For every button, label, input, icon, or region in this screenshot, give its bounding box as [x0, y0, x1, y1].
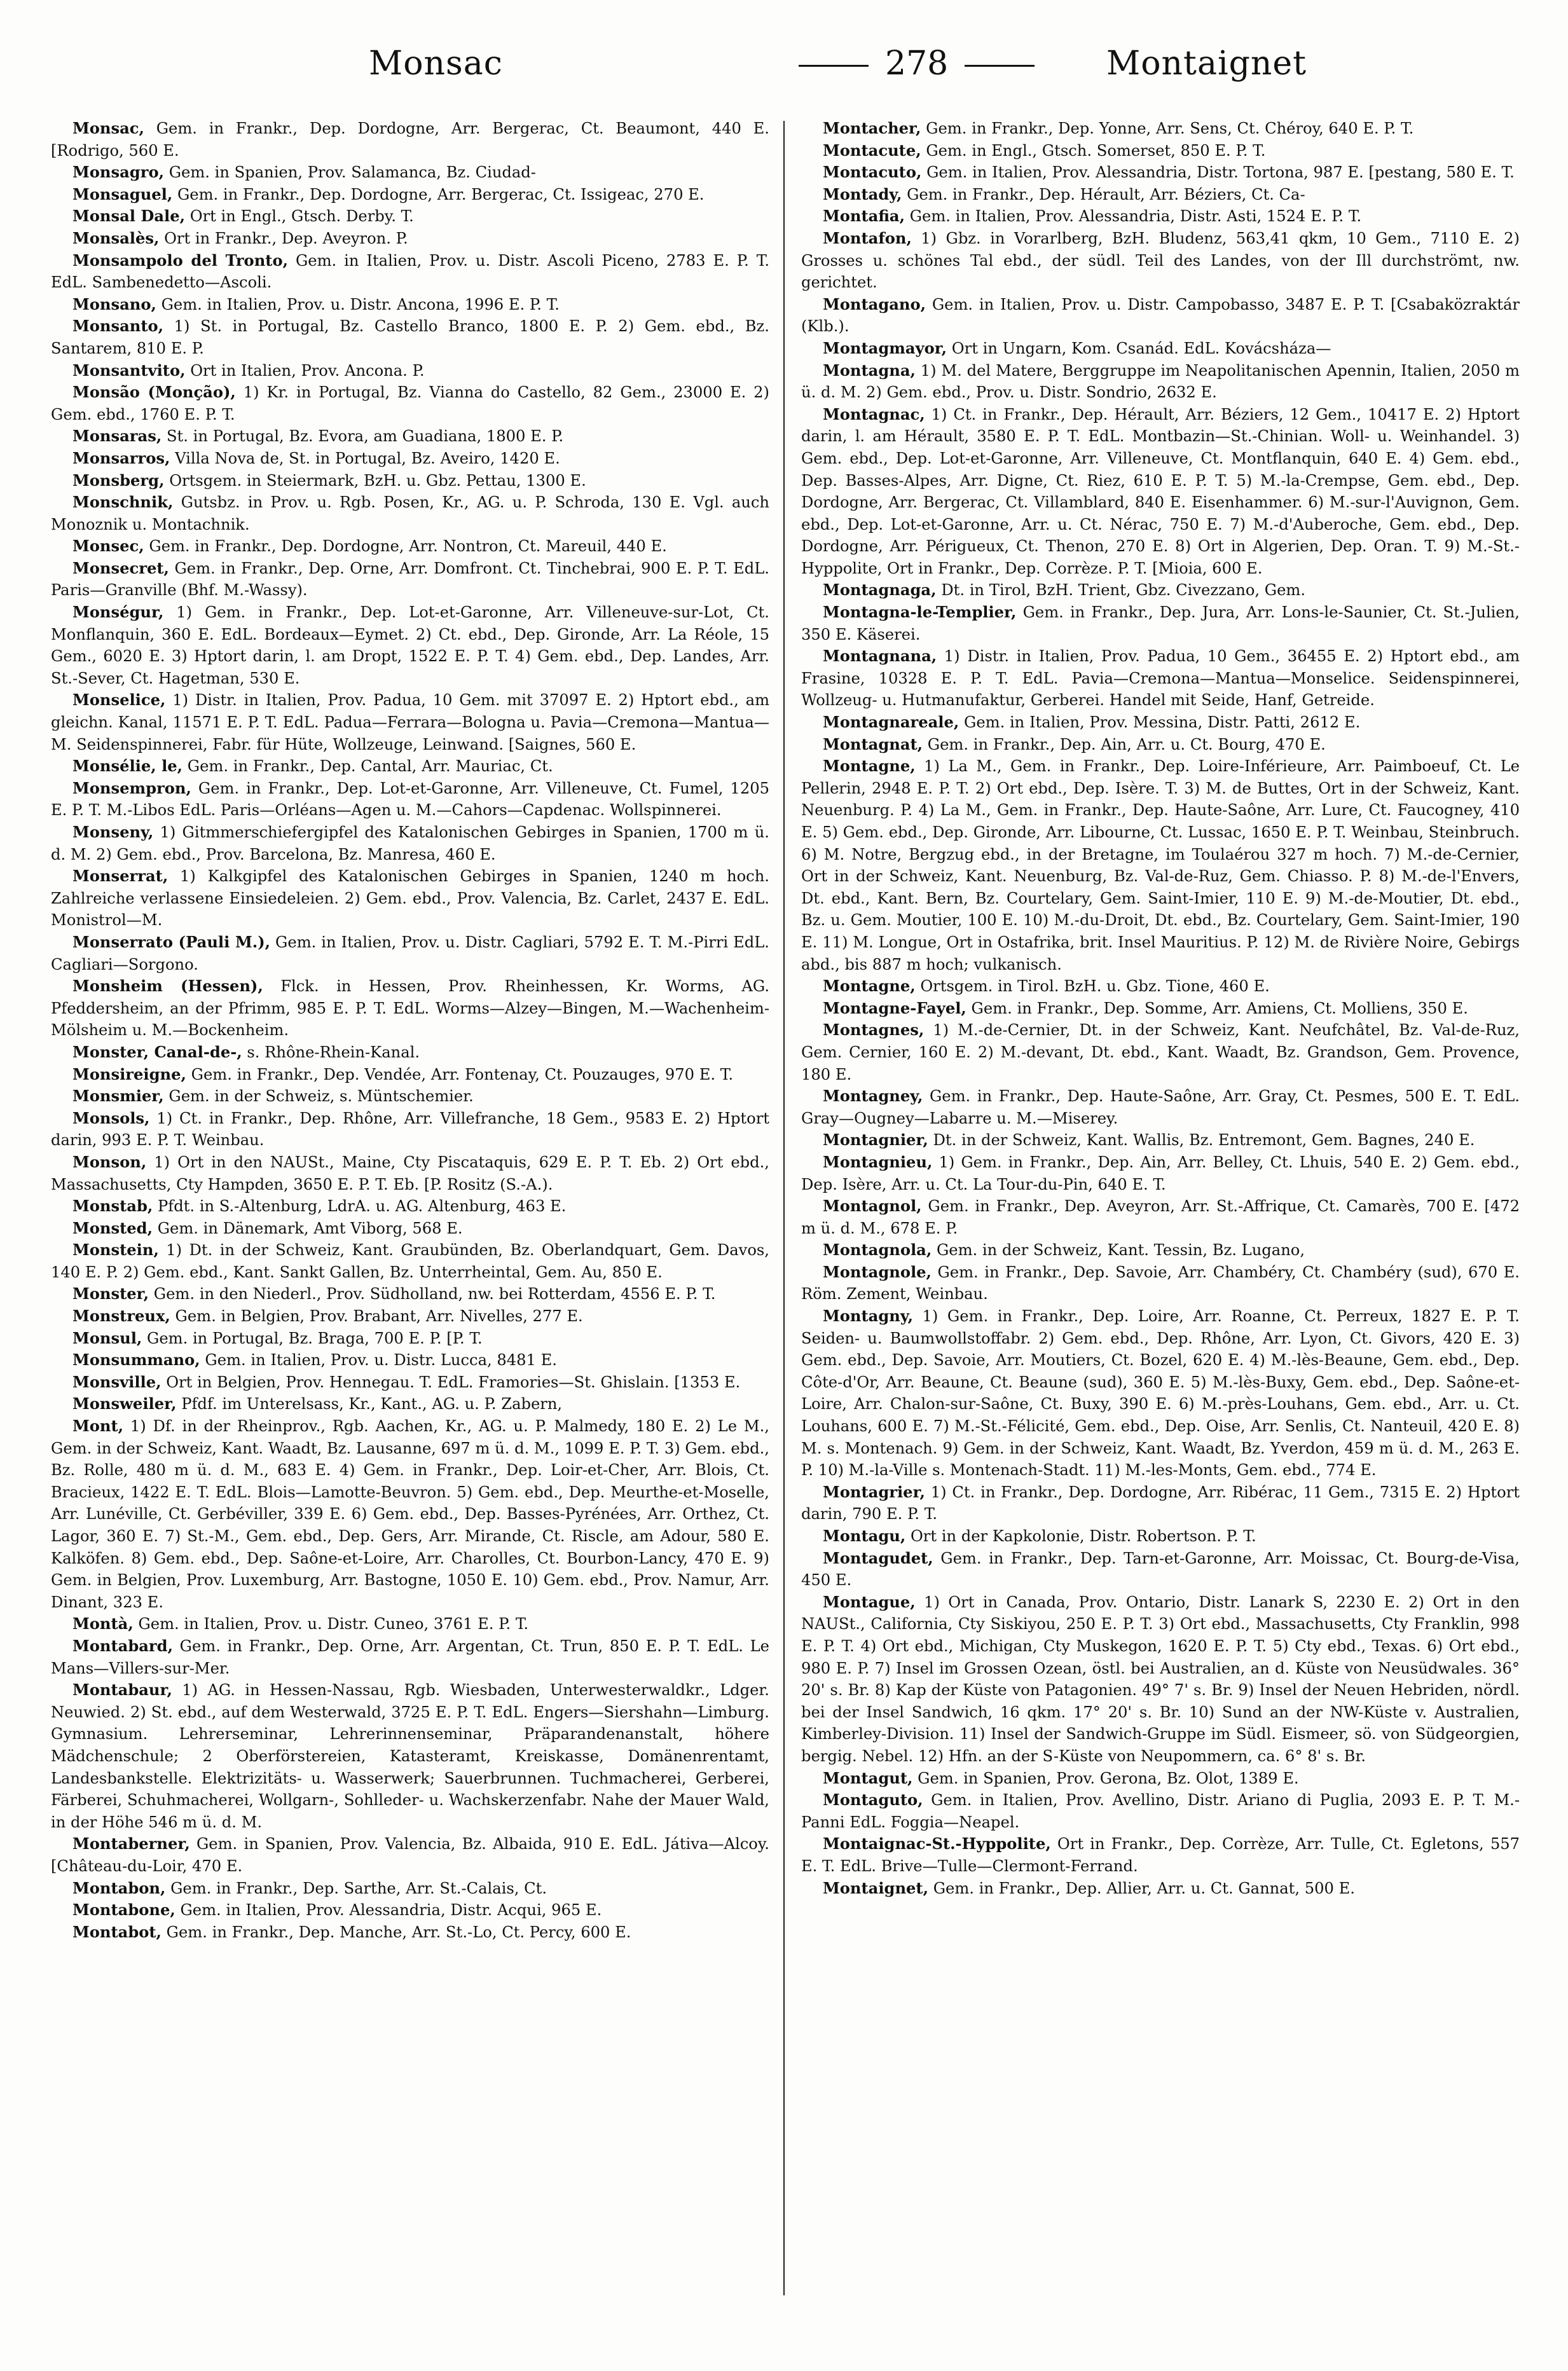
entry-headword: Monselice, [72, 691, 166, 710]
dictionary-entry [801, 1789, 1520, 1833]
entry-text: Gem. in Frankr., Dep. Savoie, Arr. Chambéry, Ct. Chambéry (sud), 670 E. Röm. Zement, Weinbau. [801, 1263, 1520, 1303]
dictionary-entry [51, 1635, 769, 1679]
entry-text: Gem. in Portugal, Bz. Braga, 700 E. P. [P. T. [142, 1329, 483, 1347]
header-first-keyword: Monsac [369, 45, 503, 83]
dictionary-entry [51, 425, 769, 448]
entry-headword: Monsão (Monção), [72, 383, 236, 402]
entry-text: Gem. in Frankr., Dep. Manche, Arr. St.-Lo, Ct. Percy, 600 E. [161, 1923, 631, 1941]
dictionary-entry [51, 315, 769, 359]
dictionary-entry [801, 1591, 1520, 1768]
dictionary-entry [51, 535, 769, 558]
dictionary-entry [51, 491, 769, 535]
entry-text: Gem. in Frankr., Dep. Dordogne, Arr. Bergerac, Ct. Beaumont, 440 E. [Rodrigo, 560 E. [51, 120, 769, 160]
entry-headword: Montagnieu, [823, 1152, 933, 1171]
entry-text: 1) Dt. in der Schweiz, Kant. Graubünden, Bz. Oberlandquart, Gem. Davos, 140 E. P. 2) Gem. ebd., Kant. Sankt Gallen, Bz. Unterrheintal, Gem. Au, 850 E. [51, 1241, 769, 1281]
dictionary-entry [51, 1195, 769, 1218]
entry-text: Ort in Ungarn, Kom. Csanád. EdL. Kovácsháza— [947, 339, 1331, 357]
entry-text: Ort in der Kapkolonie, Distr. Robertson. P. T. [905, 1527, 1256, 1545]
dictionary-entry [51, 689, 769, 755]
entry-headword: Monsanto, [72, 317, 164, 336]
dictionary-entry [51, 360, 769, 382]
dictionary-entry [51, 778, 769, 821]
dictionary-entry [51, 1921, 769, 1944]
entry-headword: Monsummano, [72, 1350, 200, 1370]
dictionary-entry [51, 1613, 769, 1635]
entry-text: 1) Kalkgipfel des Katalonischen Gebirges in Spanien, 1240 m hoch. Zahlreiche verlassene Einsiedeleien. 2) Gem. ebd., Prov. Valencia, Bz. Carlet, 2437 E. EdL. Monistrol—M. [51, 867, 769, 930]
entry-headword: Montagnana, [823, 647, 937, 666]
entry-text: Gem. in Frankr., Dep. Jura, Arr. Lons-le-Saunier, Ct. St.-Julien, 350 E. Käserei. [801, 603, 1520, 643]
entry-text: Gem. in Italien, Prov. u. Distr. Lucca, 8481 E. [200, 1351, 557, 1370]
entry-text: Gem. in Frankr., Dep. Cantal, Arr. Mauriac, Ct. [182, 757, 553, 776]
dictionary-entry [51, 558, 769, 601]
entry-headword: Montagny, [823, 1307, 913, 1326]
entry-text: 1) AG. in Hessen-Nassau, Rgb. Wiesbaden, Unterwesterwaldkr., Ldger. Neuwied. 2) St. ebd., auf dem Westerwald, 3725 E. P. T. EdL. Engers—Siershahn—Limburg. Gymnasium. Lehrerseminar, Lehrerinnenseminar, Präparandenanstalt, höhere Mädchenschule; 2 Oberförstereien, Katasteramt, Kreiskasse, Domänenrentamt, Landesbankstelle. Elektrizitäts- u. Wasserwerk; Sauerbrunnen. Tuchmacherei, Gerberei, Färberei, Schuhmacherei, Wollgarn-, Sohlleder- u. Wachskerzenfabr. Nahe der Mauer Wald, in der Höhe 546 m ü. d. M. [51, 1681, 769, 1831]
entry-text: Gem. in Frankr., Dep. Somme, Arr. Amiens, Ct. Molliens, 350 E. [966, 999, 1468, 1017]
dictionary-entry [51, 184, 769, 206]
dictionary-entry [51, 1415, 769, 1613]
entry-text: Gem. in den Niederl., Prov. Südholland, nw. bei Rotterdam, 4556 E. P. T. [149, 1285, 716, 1303]
entry-headword: Montà, [72, 1614, 134, 1633]
entry-headword: Monsac, [72, 119, 144, 137]
entry-headword: Montagna-le-Templier, [823, 603, 1017, 622]
entry-text: 1) Ct. in Frankr., Dep. Rhône, Arr. Villefranche, 18 Gem., 9583 E. 2) Hptort darin, 993 E. P. T. Weinbau. [51, 1109, 769, 1150]
entry-headword: Montagney, [823, 1087, 923, 1106]
entry-text: 1) Gitmmerschiefergipfel des Katalonischen Gebirges in Spanien, 1700 m ü. d. M. 2) Gem. ebd., Prov. Barcelona, Bz. Manresa, 460 E. [51, 823, 769, 863]
entry-text: 1) Ct. in Frankr., Dep. Dordogne, Arr. Ribérac, 11 Gem., 7315 E. 2) Hptort darin, 790 E. P. T. [801, 1483, 1520, 1523]
entry-headword: Montagudet, [823, 1548, 933, 1567]
dictionary-entry [801, 1548, 1520, 1591]
dictionary-entry [801, 360, 1520, 404]
entry-headword: Montady, [823, 184, 902, 203]
dictionary-entry [801, 601, 1520, 645]
entry-headword: Montagnaga, [823, 581, 937, 600]
entry-headword: Mont, [72, 1417, 124, 1436]
dictionary-entry [51, 470, 769, 492]
entry-headword: Monster, [72, 1284, 149, 1303]
header-last-keyword: Montaignet [1106, 45, 1307, 83]
entry-headword: Monsempron, [72, 778, 191, 797]
dictionary-entry [51, 162, 769, 184]
entry-text: Gem. in Italien, Prov. Messina, Distr. Patti, 2612 E. [959, 713, 1361, 732]
dictionary-entry [801, 734, 1520, 756]
entry-text: 1) St. in Portugal, Bz. Castello Branco, 1800 E. P. 2) Gem. ebd., Bz. Santarem, 810 E. P. [51, 317, 769, 357]
entry-headword: Montagnole, [823, 1262, 932, 1281]
dictionary-entry [801, 184, 1520, 206]
entry-text: 1) M. del Matere, Berggruppe im Neapolitanischen Apennin, Italien, 2050 m ü. d. M. 2) Gem. ebd., Prov. u. Distr. Sondrio, 2632 E. [801, 361, 1520, 402]
entry-headword: Monserrat, [72, 867, 168, 886]
entry-text: Gem. in Frankr., Dep. Allier, Arr. u. Ct. Gannat, 500 E. [928, 1879, 1355, 1897]
entry-text: 1) Kr. in Portugal, Bz. Vianna do Castello, 82 Gem., 23000 E. 2) Gem. ebd., 1760 E. P. T. [51, 383, 769, 423]
entry-headword: Montagu, [823, 1527, 906, 1545]
entry-headword: Montagnier, [823, 1131, 928, 1150]
entry-text: Gem. in der Schweiz, Kant. Tessin, Bz. Lugano, [932, 1241, 1305, 1260]
page-number: 278 [782, 45, 1051, 83]
dictionary-entry [801, 205, 1520, 228]
dictionary-entry [801, 711, 1520, 734]
entry-headword: Montabot, [72, 1922, 162, 1941]
entry-headword: Monsted, [72, 1218, 153, 1237]
dictionary-entry [51, 294, 769, 316]
entry-headword: Montagano, [823, 294, 926, 313]
entry-headword: Monsecret, [72, 558, 169, 577]
entry-headword: Monsano, [72, 294, 156, 313]
entry-headword: Montagrier, [823, 1482, 925, 1501]
entry-headword: Montagnola, [823, 1240, 932, 1260]
dictionary-entry [51, 755, 769, 778]
entry-text: s. Rhône-Rhein-Kanal. [242, 1043, 420, 1061]
entry-text: Dt. in der Schweiz, Kant. Wallis, Bz. Entremont, Gem. Bagnes, 240 E. [928, 1131, 1475, 1150]
entry-headword: Montaberner, [72, 1834, 190, 1853]
entry-text: Gem. in Italien, Prov. u. Distr. Cuneo, 3761 E. P. T. [133, 1615, 529, 1633]
dictionary-entry [51, 1328, 769, 1350]
dictionary-entry [801, 755, 1520, 975]
entry-headword: Monster, Canal-de-, [72, 1042, 242, 1061]
entry-text: Gem. in Frankr., Dep. Dordogne, Arr. Bergerac, Ct. Issigeac, 270 E. [172, 185, 705, 203]
dictionary-entry [801, 1085, 1520, 1129]
dictionary-entry [801, 645, 1520, 711]
entry-headword: Monstreux, [72, 1307, 170, 1326]
entry-text: Villa Nova de, St. in Portugal, Bz. Aveiro, 1420 E. [170, 449, 560, 467]
entry-headword: Monsal Dale, [72, 207, 186, 226]
entry-text: Gem. in Frankr., Dep. Sarthe, Arr. St.-Calais, Ct. [165, 1879, 547, 1897]
entry-headword: Monschnik, [72, 493, 174, 512]
entry-headword: Montagne, [823, 977, 916, 996]
entry-text: Ortsgem. in Tirol. BzH. u. Gbz. Tione, 460 E. [915, 977, 1270, 996]
entry-headword: Monsireigne, [72, 1064, 186, 1083]
entry-headword: Montafon, [823, 228, 912, 247]
dictionary-entry [51, 1239, 769, 1283]
entry-headword: Monseny, [72, 823, 154, 841]
entry-headword: Montafia, [823, 207, 905, 226]
dictionary-entry [51, 601, 769, 689]
dictionary-entry [801, 1019, 1520, 1085]
entry-text: Gutsbz. in Prov. u. Rgb. Posen, Kr., AG. u. P. Schroda, 130 E. Vgl. auch Monoznik u. Montachnik. [51, 493, 769, 533]
entry-headword: Montagne-Fayel, [823, 998, 966, 1017]
entry-headword: Monsalès, [72, 228, 160, 247]
entry-text: Gem. in Frankr., Dep. Haute-Saône, Arr. Gray, Ct. Pesmes, 500 E. T. EdL. Gray—Ougney—Labarre u. M.—Miserey. [801, 1087, 1520, 1127]
entry-text: Gem. in Frankr., Dep. Orne, Arr. Argentan, Ct. Trun, 850 E. P. T. EdL. Le Mans—Villers-sur-Mer. [51, 1637, 769, 1677]
dictionary-entry [801, 162, 1520, 184]
entry-text: Dt. in Tirol, BzH. Trient, Gbz. Civezzano, Gem. [936, 581, 1306, 600]
entry-text: Gem. in Frankr., Dep. Dordogne, Arr. Nontron, Ct. Mareuil, 440 E. [144, 537, 667, 556]
dictionary-entry [51, 448, 769, 470]
entry-text: Gem. in Frankr., Dep. Tarn-et-Garonne, Arr. Moissac, Ct. Bourg-de-Visa, 450 E. [801, 1549, 1520, 1590]
entry-text: St. in Portugal, Bz. Evora, am Guadiana, 1800 E. P. [162, 427, 564, 446]
entry-text: Gem. in Italien, Prov. u. Distr. Ascoli Piceno, 2783 E. P. T. EdL. Sambenedetto—Ascoli. [51, 251, 770, 292]
entry-headword: Montabon, [72, 1878, 166, 1897]
entry-text: Gem. in Frankr., Dep. Yonne, Arr. Sens, Ct. Chéroy, 640 E. P. T. [921, 120, 1414, 137]
entry-text: 1) Distr. in Italien, Prov. Padua, 10 Gem. mit 37097 E. 2) Hptort ebd., am gleichn. Kanal, 11571 E. P. T. EdL. Padua—Ferrara—Bologna u. Pavia—Cremona—Mantua—M. Seidenspinnerei, Fabr. für Hüte, Wollzeuge, Leinwand. [Saignes, 560 E. [51, 691, 769, 753]
dictionary-entry [801, 579, 1520, 601]
entry-text: Gem. in Spanien, Prov. Valencia, Bz. Albaida, 910 E. EdL. Játiva—Alcoy. [Château-du-Loir, 470 E. [51, 1835, 769, 1875]
entry-text: 1) Distr. in Italien, Prov. Padua, 10 Gem., 36455 E. 2) Hptort ebd., am Frasine, 10328 E. P. T. EdL. Pavia—Cremona—Mantua—Monselice. Seidenspinnerei, Wollzeug- u. Hutmanufaktur, Gerberei. Handel mit Seide, Hanf, Getreide. [801, 647, 1520, 710]
entry-text: 1) Gbz. in Vorarlberg, BzH. Bludenz, 563,41 qkm, 10 Gem., 7110 E. 2) Grosses u. schönes Tal ebd., der südl. Teil des Landes, von der Ill durchströmt, nw. gerichtet. [801, 229, 1520, 292]
entry-headword: Monsul, [72, 1328, 142, 1347]
dictionary-entry [51, 1899, 769, 1921]
entry-headword: Monstab, [72, 1197, 153, 1216]
dictionary-entry [51, 931, 769, 975]
entry-text: Gem. in Italien, Prov. Alessandria, Distr. Tortona, 987 E. [pestang, 580 E. T. [921, 163, 1515, 182]
entry-text: 1) Ct. in Frankr., Dep. Hérault, Arr. Béziers, 12 Gem., 10417 E. 2) Hptort darin, l. am Hérault, 3580 E. P. T. EdL. Montbazin—St.-Chinian. Woll- u. Weinhandel. 3) Gem. ebd., Dep. Lot-et-Garonne, Arr. Villeneuve, Ct. Montflanquin, 640 E. 4) Gem. ebd., Dep. Basses-Alpes, Arr. Digne, Ct. Riez, 610 E. P. T. 5) M.-la-Crempse, Gem. ebd., Dep. Dordogne, Arr. Bergerac, Ct. Villamblard, 840 E. Eisenhammer. 6) M.-sur-l'Auvignon, Gem. ebd., Dep. Lot-et-Garonne, Arr. u. Ct. Nérac, 750 E. 7) M.-d'Auberoche, Gem. ebd., Dep. Dordogne, Arr. Périgueux, Ct. Thenon, 270 E. 8) Ort in Algerien, Dep. Oran. T. 9) M.-St.-Hyppolite, Ort in Frankr., Dep. Corrèze. P. T. [Mioia, 600 E. [801, 405, 1520, 577]
entry-headword: Montagnareale, [823, 713, 959, 732]
dictionary-entry [801, 1129, 1520, 1151]
dictionary-entry [51, 1833, 769, 1877]
entry-text: Ort in Frankr., Dep. Corrèze, Arr. Tulle, Ct. Egletons, 557 E. T. EdL. Brive—Tulle—Clermont-Ferrand. [801, 1835, 1520, 1875]
entry-text: 1) Ort in Canada, Prov. Ontario, Distr. Lanark S, 2230 E. 2) Ort in den NAUSt., California, Cty Siskiyou, 250 E. P. T. 3) Ort ebd., Massachusetts, Cty Franklin, 998 E. P. T. 4) Ort ebd., Michigan, Cty Muskegon, 1620 E. P. T. 5) Cty ebd., Texas. 6) Ort ebd., 980 E. P. 7) Insel im Grossen Ozean, östl. bei Australien, an d. Küste von Neusüdwales. 36° 20' s. Br. 8) Kap der Küste von Patagonien. 49° 7' s. Br. 9) Insel der Neuen Hebriden, nördl. bei der Insel Sandwich, 16 qkm. 17° 20' s. Br. 10) Sund an der NW-Küste v. Australien, Kimberley-Division. 11) Insel der Sandwich-Gruppe im Südl. Eismeer, sö. von Südgeorgien, bergig. Nebel. 12) Hfn. an der S-Küste von Neupommern, ca. 6° 8' s. Br. [801, 1593, 1520, 1765]
entry-text: 1) Gem. in Frankr., Dep. Lot-et-Garonne, Arr. Villeneuve-sur-Lot, Ct. Monflanquin, 360 E. EdL. Bordeaux—Eymet. 2) Ct. ebd., Dep. Gironde, Arr. La Réole, 15 Gem., 6020 E. 3) Hptort darin, l. am Dropt, 1522 E. P. T. 4) Gem. ebd., Dep. Landes, Arr. St.-Sever, Ct. Hagetman, 530 E. [51, 603, 769, 687]
dictionary-entry [51, 1393, 769, 1415]
entry-text: 1) La M., Gem. in Frankr., Dep. Loire-Inférieure, Arr. Paimboeuf, Ct. Le Pellerin, 2948 E. P. T. 2) Ort ebd., Dep. Isère. T. 3) M. de Buttes, Ort in der Schweiz, Kant. Neuenburg. P. 4) La M., Gem. in Frankr., Dep. Haute-Saône, Arr. Lure, Ct. Faucogney, 410 E. 5) Gem. ebd., Dep. Gironde, Arr. Libourne, Ct. Lussac, 1650 E. P. T. Weinbau, Steinbruch. 6) M. Notre, Bergzug ebd., in der Bretagne, im Toulaérou 327 m hoch. 7) M.-de-Cernier, Ort in der Schweiz, Kant. Neuenburg, Bz. Val-de-Ruz, Gem. Chiasso. P. 8) M.-de-l'Envers, Dt. ebd., Kant. Bern, Bz. Courtelary, Gem. Saint-Imier, 110 E. 9) M.-de-Moutier, Dt. ebd., Bz. u. Gem. Moutier, 100 E. 10) M.-du-Droit, Dt. ebd., Bz. Courtelary, Gem. Saint-Imier, 190 E. 11) M. Longue, Ort in Ostafrika, brit. Insel Mauritius. P. 12) M. de Rivière Noire, Gebirgs abd., bis 887 m hoch; vulkanisch. [801, 757, 1520, 973]
entry-text: Gem. in Frankr., Dep. Vendée, Arr. Fontenay, Ct. Pouzauges, 970 E. T. [186, 1065, 734, 1083]
entry-text: Gem. in Frankr., Dep. Orne, Arr. Domfront. Ct. Tinchebrai, 900 E. P. T. EdL. Paris—Granville (Bhf. M.-Wassy). [51, 559, 769, 600]
entry-headword: Montagne, [823, 757, 916, 776]
dictionary-entry [51, 381, 769, 425]
entry-text: Gem. in Engl., Gtsch. Somerset, 850 E. P. T. [921, 141, 1266, 160]
dictionary-entry [51, 1305, 769, 1328]
entry-headword: Montabone, [72, 1900, 175, 1920]
entry-text: Gem. in Italien, Prov. u. Distr. Ancona, 1996 E. P. T. [156, 295, 560, 313]
dictionary-entry [801, 1261, 1520, 1305]
dictionary-entry [801, 975, 1520, 998]
dictionary-entry [51, 118, 769, 162]
entry-headword: Monsagro, [72, 163, 164, 182]
dictionary-entry [801, 1305, 1520, 1481]
dictionary-entry [801, 294, 1520, 338]
entry-text: Gem. in Dänemark, Amt Viborg, 568 E. [153, 1219, 463, 1237]
dictionary-entry [801, 118, 1520, 140]
dictionary-entry [51, 1108, 769, 1151]
dictionary-entry [801, 1833, 1520, 1877]
dictionary-entry [51, 205, 769, 228]
entry-headword: Montagnac, [823, 404, 925, 423]
entry-headword: Montacute, [823, 141, 921, 160]
entry-text: Gem. in Belgien, Prov. Brabant, Arr. Nivelles, 277 E. [170, 1307, 583, 1326]
left-column [51, 118, 769, 1943]
entry-text: Gem. in Frankr., Dep. Hérault, Arr. Béziers, Ct. Ca- [902, 185, 1305, 203]
dictionary-entry [51, 1349, 769, 1371]
dictionary-entry [801, 1878, 1520, 1900]
entry-text: Gem. in Italien, Prov. Avellino, Distr. Ariano di Puglia, 2093 E. P. T. M.-Panni EdL. Foggia—Neapel. [801, 1791, 1520, 1831]
entry-text: Ort in Engl., Gtsch. Derby. T. [185, 207, 414, 226]
entry-text: Ort in Italien, Prov. Ancona. P. [185, 361, 425, 380]
entry-text: Gem. in der Schweiz, s. Müntschemier. [163, 1087, 474, 1106]
entry-headword: Montague, [823, 1592, 916, 1611]
entry-headword: Monsols, [72, 1108, 150, 1127]
entry-headword: Montaguto, [823, 1790, 923, 1810]
entry-text: 1) Ort in den NAUSt., Maine, Cty Piscataquis, 629 E. P. T. Eb. 2) Ort ebd., Massachusetts, Cty Hampden, 3650 E. P. T. Eb. [P. Rositz (S.-A.). [51, 1153, 769, 1193]
dictionary-entry [51, 865, 769, 931]
entry-headword: Montagnol, [823, 1197, 922, 1216]
entry-headword: Monsampolo del Tronto, [72, 251, 289, 270]
entry-headword: Montagna, [823, 361, 916, 380]
entry-text: 1) Df. in der Rheinprov., Rgb. Aachen, Kr., AG. u. P. Malmedy, 180 E. 2) Le M., Gem. in der Schweiz, Kant. Waadt, Bz. Lausanne, 697 m ü. d. M., 1099 E. P. T. 3) Gem. ebd., Bz. Rolle, 480 m ü. d. M., 683 E. 4) Gem. in Frankr., Dep. Loir-et-Cher, Arr. Blois, Ct. Bracieux, 1422 E. T. EdL. Blois—Lamotte-Beuvron. 5) Gem. ebd., Dep. Meurthe-et-Moselle, Arr. Lunéville, Ct. Gerbéviller, 339 E. 6) Gem. ebd., Dep. Basses-Pyrénées, Arr. Orthez, Ct. Lagor, 360 E. 7) St.-M., Gem. ebd., Dep. Gers, Arr. Mirande, Ct. Riscle, am Adour, 580 E. Kalköfen. 8) Gem. ebd., Dep. Saône-et-Loire, Arr. Charolles, Ct. Bourbon-Lancy, 470 E. 9) Gem. in Belgien, Prov. Luxemburg, Arr. Bastogne, 1050 E. 10) Gem. ebd., Prov. Namur, Arr. Dinant, 323 E. [51, 1417, 769, 1611]
dictionary-entry [801, 1525, 1520, 1548]
dictionary-entry [51, 250, 769, 294]
dictionary-entry [51, 1064, 769, 1086]
entry-text: Ort in Frankr., Dep. Aveyron. P. [159, 229, 408, 247]
dictionary-entry [801, 1481, 1520, 1525]
page-header [127, 45, 1462, 102]
entry-headword: Montabaur, [72, 1680, 172, 1700]
entry-text: 1) Gem. in Frankr., Dep. Loire, Arr. Roanne, Ct. Perreux, 1827 E. P. T. Seiden- u. Baumwollstoffabr. 2) Gem. ebd., Dep. Rhône, Arr. Lyon, Ct. Givors, 420 E. 3) Gem. ebd., Dep. Savoie, Arr. Moutiers, Ct. Bozel, 620 E. 4) M.-lès-Beaune, Gem. ebd., Dep. Côte-d'Or, Arr. Beaune, Ct. Beaune (sud), 360 E. 5) M.-lès-Buxy, Gem. ebd., Dep. Saône-et-Loire, Arr. Chalon-sur-Saône, Ct. Buxy, 390 E. 6) M.-près-Louhans, Gem. ebd., Arr. u. Ct. Louhans, 600 E. 7) M.-St.-Félicité, Gem. ebd., Dep. Oise, Arr. Senlis, Ct. Nanteuil, 420 E. 8) M. s. Montenach. 9) Gem. in der Schweiz, Kant. Waadt, Bz. Yverdon, 459 m ü. d. M., 263 E. P. 10) M.-la-Ville s. Montenach-Stadt. 11) M.-les-Monts, Gem. ebd., 774 E. [801, 1307, 1520, 1480]
dictionary-entry [801, 338, 1520, 360]
entry-text: Ort in Belgien, Prov. Hennegau. T. EdL. Framories—St. Ghislain. [1353 E. [161, 1373, 741, 1391]
entry-text: Gem. in Frankr., Dep. Ain, Arr. u. Ct. Bourg, 470 E. [923, 735, 1326, 753]
entry-text: Gem. in Spanien, Prov. Salamanca, Bz. Ciudad- [164, 163, 536, 182]
entry-text: Ortsgem. in Steiermark, BzH. u. Gbz. Pettau, 1300 E. [164, 471, 586, 490]
entry-text: Pfdf. im Unterelsass, Kr., Kant., AG. u. P. Zabern, [176, 1395, 563, 1413]
dictionary-entry [801, 1768, 1520, 1790]
dictionary-entry [801, 1195, 1520, 1239]
entry-headword: Monségur, [72, 603, 164, 622]
dictionary-entry [51, 1085, 769, 1108]
dictionary-entry [801, 1239, 1520, 1261]
dictionary-entry [801, 228, 1520, 294]
dictionary-entry [51, 1218, 769, 1240]
dictionary-entry [51, 1371, 769, 1394]
entry-headword: Monsantvito, [72, 361, 186, 380]
dictionary-entry [801, 404, 1520, 580]
dictionary-entry [51, 1041, 769, 1064]
entry-headword: Monsec, [72, 537, 144, 556]
column-divider [783, 121, 785, 2295]
dictionary-entry [801, 998, 1520, 1020]
entry-headword: Montagut, [823, 1768, 913, 1787]
entry-headword: Montacher, [823, 119, 921, 137]
dictionary-entry [51, 975, 769, 1041]
entry-text: Gem. in Italien, Prov. Alessandria, Distr. Asti, 1524 E. P. T. [905, 207, 1362, 226]
entry-headword: Montagmayor, [823, 338, 947, 357]
entry-headword: Montacuto, [823, 163, 922, 182]
dictionary-entry [51, 1878, 769, 1900]
entry-text: Pfdt. in S.-Altenburg, LdrA. u. AG. Altenburg, 463 E. [153, 1197, 567, 1216]
entry-text: Gem. in Italien, Prov. u. Distr. Cagliari, 5792 E. T. M.-Pirri EdL. Cagliari—Sorgono. [51, 933, 769, 973]
right-column [801, 118, 1520, 1899]
dictionary-entry [51, 1283, 769, 1305]
entry-text: Gem. in Italien, Prov. u. Distr. Campobasso, 3487 E. P. T. [Csabaközraktár (Klb.). [801, 295, 1520, 336]
entry-headword: Monsheim (Hessen), [72, 977, 263, 996]
entry-headword: Monsarros, [72, 448, 170, 467]
entry-text: Gem. in Frankr., Dep. Lot-et-Garonne, Arr. Villeneuve, Ct. Fumel, 1205 E. P. T. M.-Libos EdL. Paris—Orléans—Agen u. M.—Cahors—Capdenac. Wollspinnerei. [51, 779, 769, 820]
entry-headword: Monsmier, [72, 1087, 164, 1106]
dictionary-entry [801, 140, 1520, 162]
entry-headword: Montaignet, [823, 1878, 929, 1897]
entry-headword: Montabard, [72, 1636, 173, 1655]
dictionary-entry [801, 1151, 1520, 1195]
dictionary-entry [51, 1151, 769, 1195]
entry-headword: Montagnat, [823, 734, 923, 753]
entry-headword: Monsaras, [72, 427, 162, 446]
dictionary-entry [51, 821, 769, 865]
dictionary-entry [51, 1679, 769, 1833]
dictionary-entry [51, 228, 769, 250]
entry-headword: Montaignac-St.-Hyppolite, [823, 1834, 1051, 1853]
entry-text: Gem. in Frankr., Dep. Aveyron, Arr. St.-Affrique, Ct. Camarès, 700 E. [472 m ü. d. M., 678 E. P. [801, 1197, 1520, 1237]
entry-headword: Monsaguel, [72, 184, 173, 203]
entry-headword: Monsberg, [72, 471, 165, 490]
entry-headword: Monsville, [72, 1372, 162, 1391]
entry-headword: Monstein, [72, 1240, 159, 1260]
entry-text: Gem. in Italien, Prov. Alessandria, Distr. Acqui, 965 E. [175, 1901, 602, 1920]
entry-headword: Montagnes, [823, 1021, 925, 1040]
entry-text: Gem. in Spanien, Prov. Gerona, Bz. Olot, 1389 E. [912, 1769, 1299, 1787]
entry-headword: Monserrato (Pauli M.), [72, 932, 271, 951]
entry-text: 1) M.-de-Cernier, Dt. in der Schweiz, Kant. Neufchâtel, Bz. Val-de-Ruz, Gem. Cernier, 160 E. 2) M.-devant, Dt. ebd., Kant. Waadt, Bz. Grandson, Gem. Provence, 180 E. [801, 1021, 1520, 1083]
entry-text: 1) Gem. in Frankr., Dep. Ain, Arr. Belley, Ct. Lhuis, 540 E. 2) Gem. ebd., Dep. Isère, Arr. u. Ct. La Tour-du-Pin, 640 E. T. [801, 1153, 1520, 1193]
entry-headword: Monson, [72, 1152, 147, 1171]
entry-text: Flck. in Hessen, Prov. Rheinhessen, Kr. Worms, AG. Pfeddersheim, an der Pfrimm, 985 E. P. T. EdL. Worms—Alzey—Bingen, M.—Wachenheim-Mölsheim u. M.—Bockenheim. [51, 977, 770, 1040]
entry-headword: Monsweiler, [72, 1394, 177, 1413]
entry-headword: Monsélie, le, [72, 757, 183, 776]
